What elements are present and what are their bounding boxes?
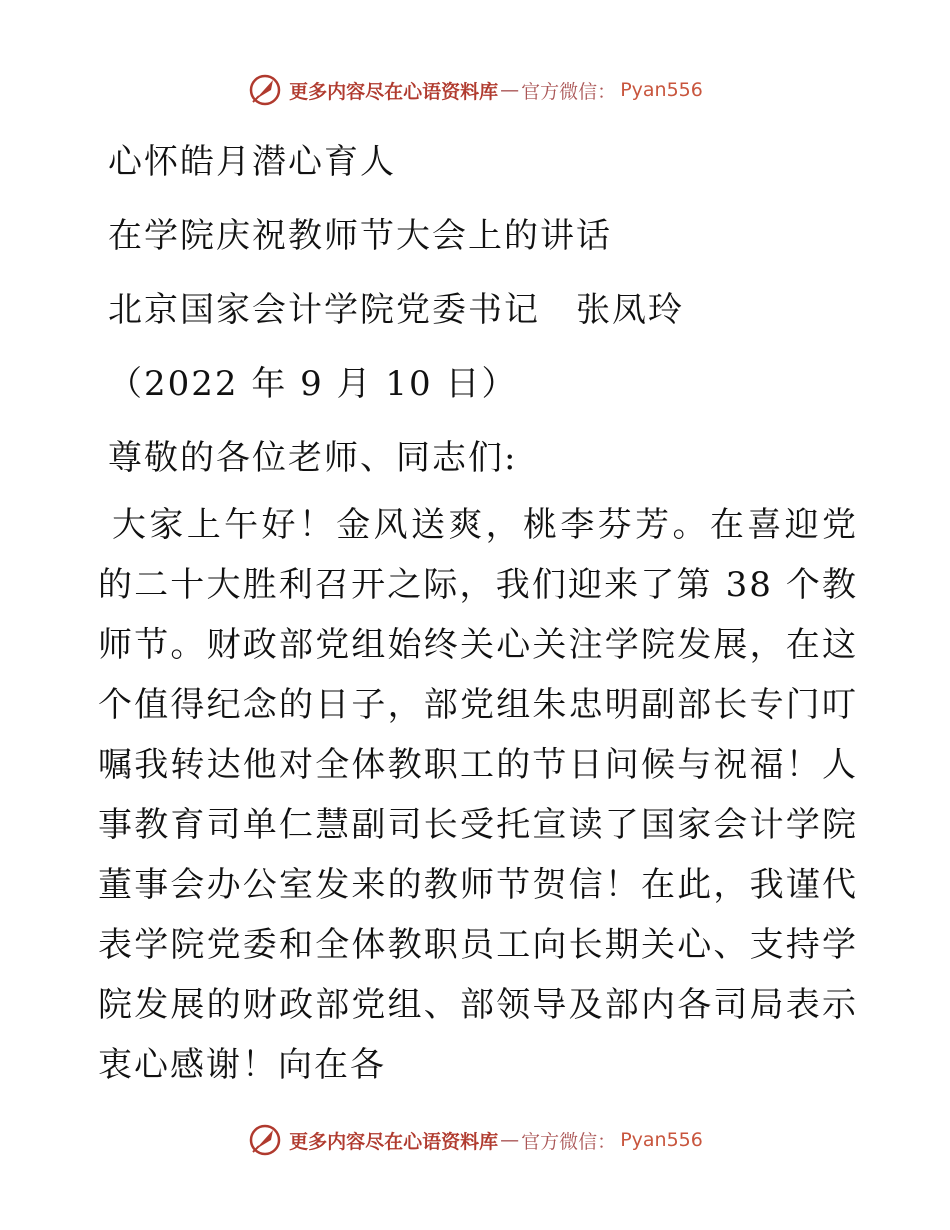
watermark-label: 官方微信： [521,80,617,103]
quill-logo-icon [247,72,283,108]
document-body [98,125,858,1095]
watermark-wechat-id: Pyan556 [620,79,703,101]
watermark-wechat-id: Pyan556 [620,1129,703,1151]
watermark-separator: — [500,79,520,101]
document-author: 北京国家会计学院党委书记 张凤玲 [108,290,684,330]
watermark-brand: 更多内容尽在心语资料库 [289,1130,499,1153]
quill-logo-icon [247,1122,283,1158]
watermark-header [0,72,950,108]
document-paragraph: 大家上午好！金风送爽，桃李芬芳。在喜迎党的二十大胜利召开之际，我们迎来了第 38 个教师节。财政部党组始终关心关注学院发展，在这个值得纪念的日子，部党组朱忠明副部长专门叮嘱我转达他对全体教职工的节日问候与祝福！人事教育司单仁慧副司长受托宣读了国家会计学院董事会办公室发来的教师节贺信！在此，我谨代表学院党委和全体教职员工向长期关心、支持学院发展的财政部党组、部领导及部内各司局表示衷心感谢！向在各 [98,505,858,1085]
document-subtitle: 在学院庆祝教师节大会上的讲话 [108,216,612,256]
watermark-separator: — [500,1129,520,1151]
document-salutation: 尊敬的各位老师、同志们: [108,438,518,478]
document-date: （2022 年 9 月 10 日） [108,364,518,404]
watermark-footer [0,1122,950,1158]
document-title: 心怀皓月潜心育人 [108,142,396,182]
watermark-brand: 更多内容尽在心语资料库 [289,80,499,103]
watermark-label: 官方微信： [521,1130,617,1153]
